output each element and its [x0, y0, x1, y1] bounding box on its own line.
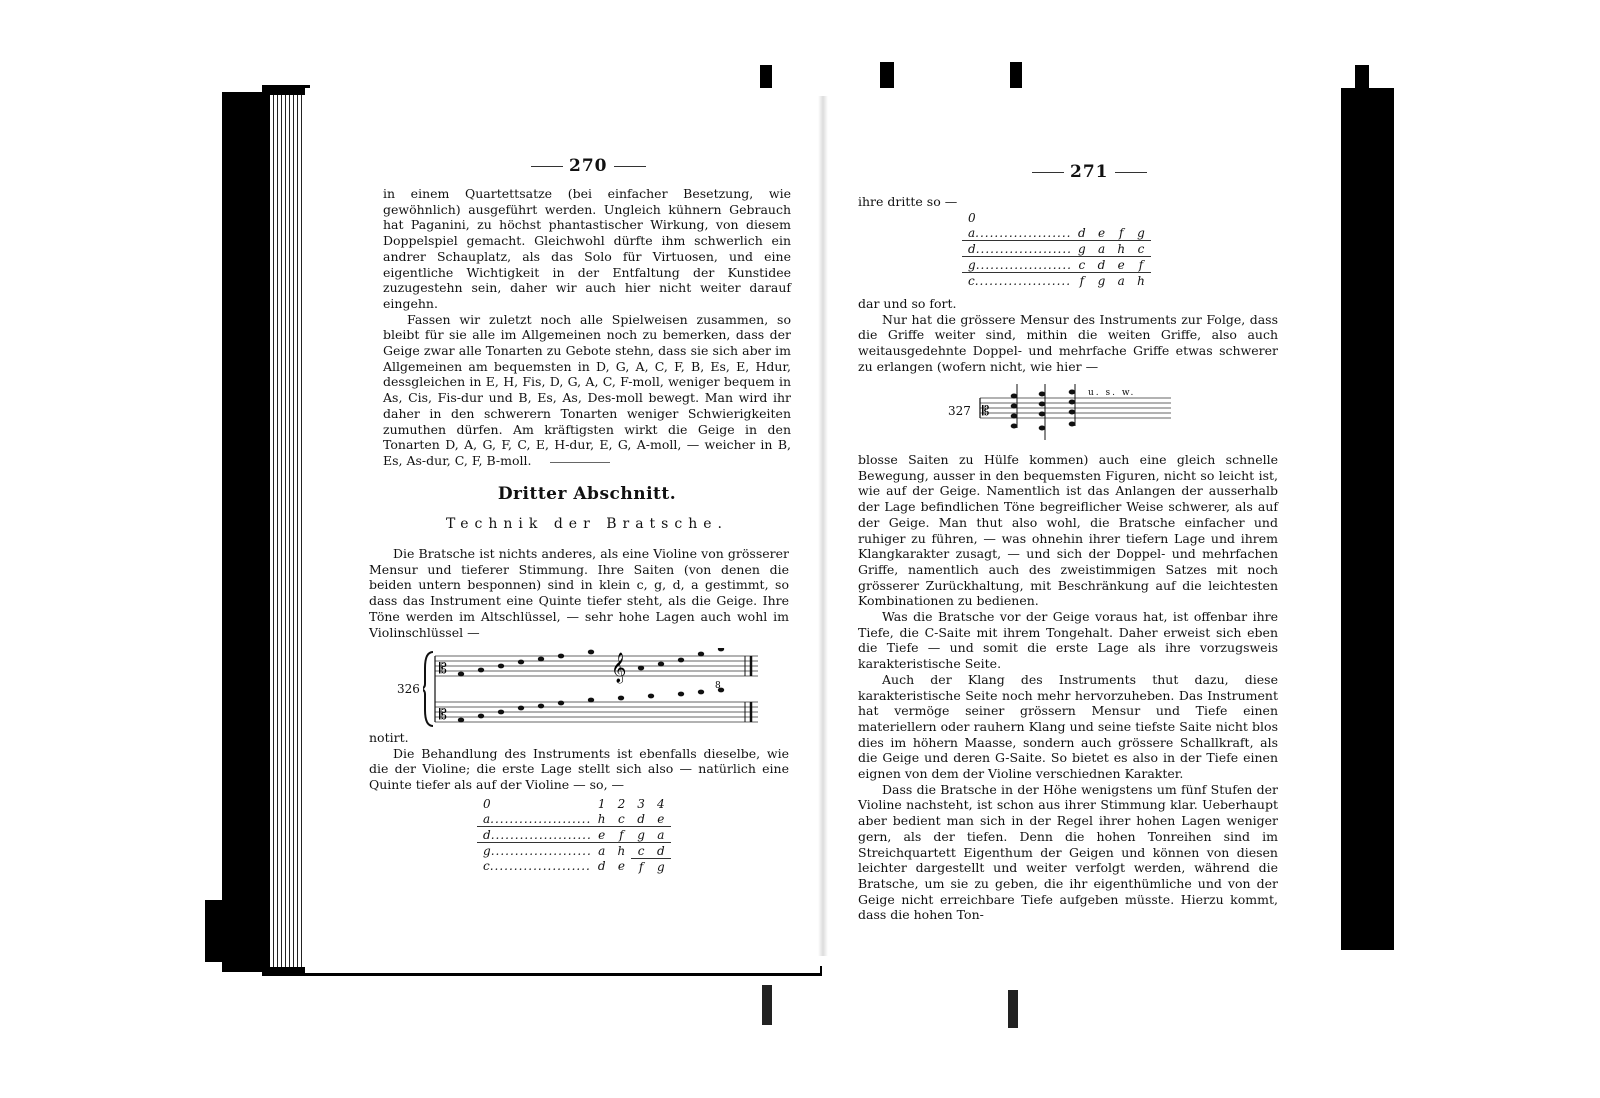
table-row [962, 225, 1151, 241]
table-cell: f [1079, 273, 1085, 288]
table-cell: h [1111, 241, 1131, 257]
table-header-row [962, 210, 1151, 225]
svg-text:𝄡: 𝄡 [439, 707, 447, 723]
table-cell: a [651, 827, 671, 843]
text-block [369, 546, 789, 640]
table-cell: e [651, 811, 671, 827]
paragraph: Fassen wir zuletzt noch alle Spielweisen zusammen, so bleibt für sie alle im Allgemeinen noch zu bemerken, dass der Geige zwar alle Tonarten zu Gebote stehn, dass sie sich aber im Allgemeinen am bequemsten in D, G, A, C, F, B, Es, E, Hdur, dessgleichen in E, H, Fis, D, G, A, C, F-moll, weniger bequem in As, Cis, Fis-dur und B, Es, As, Des-moll bewegt. Man wird ihr daher in den schwerern Tonarten weniger Schwierigkeiten zumuthen dürfen. Am kräftigsten wirkt die Geige in den Tonarten D, A, G, F, C, E, H-dur, E, G, A-moll, — weicher in B, Es, As-dur, C, F, B-moll. [383, 311, 791, 468]
book-spine-top [262, 85, 310, 95]
table-cell: d.................... [962, 241, 1072, 257]
bookmark-tab [762, 985, 772, 1025]
table-cell: c [612, 811, 632, 827]
tuning-table [477, 796, 671, 874]
text-block [383, 186, 791, 469]
table-cell: d [631, 811, 651, 827]
table-cell: g [1097, 273, 1106, 288]
paragraph: blosse Saiten zu Hülfe kommen) auch eine gleich schnelle Bewegung, ausser in den bequemsten Figuren, nicht so leicht ist, wie auf der Geige. Namentlich ist das Anlangen der ausserhalb der Lage befindlichen Töne begreiflicher Weise schwerer, als auf der Geige. Man thut also wohl, die Bratsche einfacher und ruhiger zu führen, — was ohnehin ihrer tiefern Lage und ihrem Klangkarakter zusagt, — und sich der Doppel- und mehrfachen Griffe, namentlich auch des zweistimmigen Satzes mit noch grösserer Zurückhaltung, mit Beschränkung auf die leichtesten Kombinationen zu bedienen. [858, 452, 1278, 609]
table-cell: a [1092, 241, 1112, 257]
table-cell: c.................... [968, 273, 1072, 288]
table-header-cell: 4 [656, 796, 665, 811]
figure-label: u. s. w. [1088, 388, 1136, 398]
table-cell: h [617, 843, 626, 858]
table-row [962, 241, 1151, 257]
page-number: 271 [1026, 162, 1153, 182]
svg-text:𝄡: 𝄡 [982, 404, 990, 419]
figure-number: 327 [948, 404, 971, 418]
table-row [477, 827, 671, 843]
paragraph: Die Behandlung des Instruments ist ebenfalls dieselbe, wie die der Violine; die erste Lage stellt sich also — natürlich eine Quinte tiefer als auf der Violine — so, — [369, 745, 789, 793]
bookmark-tab [1010, 62, 1022, 90]
text-block [369, 730, 789, 793]
svg-text:𝄡: 𝄡 [439, 661, 447, 677]
table-cell: g.................... [962, 257, 1072, 273]
table-cell: g [656, 859, 665, 874]
table-header-cell: 0 [968, 210, 976, 225]
music-example-326 [423, 648, 763, 730]
section-heading: Dritter Abschnitt. [497, 484, 677, 504]
table-cell: f [638, 859, 644, 874]
table-cell: d [1092, 257, 1112, 273]
table-header-cell: 1 [597, 796, 606, 811]
table-row [477, 811, 671, 827]
paragraph: ihre dritte so — [858, 194, 958, 209]
paragraph: Auch der Klang des Instruments thut dazu, diese karakteristische Seite noch mehr hervorzuheben. Das Instrument hat vermöge seiner grössern Mensur und Tiefe einen materiellern oder rauhern Klang und seine tiefste Saite nicht blos dies im höhern Maasse, sondern auch grössere Schallkraft, als die Geige und deren G-Saite. So bietet es also in der Tiefe einen eignen von dem der Violine verschiednen Karakter. [858, 671, 1278, 782]
music-example-327 [976, 384, 1176, 448]
table-row [962, 273, 1151, 289]
table-cell: a..................... [477, 811, 592, 827]
text-block [858, 452, 1278, 923]
section-subheading: Technik der Bratsche. [446, 516, 728, 532]
table-cell: h [1137, 273, 1145, 288]
book-cover-left-edge [205, 900, 235, 962]
table-cell: c [1131, 241, 1151, 257]
bookmark-tab [1355, 65, 1369, 93]
table-cell: f [1131, 257, 1151, 273]
table-cell: a [1117, 273, 1125, 288]
tuning-table [962, 210, 1151, 288]
table-cell: c [1072, 257, 1092, 273]
bookmark-tab [1008, 990, 1018, 1028]
table-cell: g [631, 827, 651, 843]
paragraph: Dass die Bratsche in der Höhe wenigstens um fünf Stufen der Violine nachsteht, ist schon aus ihrer Stimmung klar. Ueberhaupt aber bedient man sich in der Regel ihrer hohen Lagen weniger gern, als der tiefen. Denn die hohen Tonreihen sind im Streichquartett Eigenthum der Geigen und können von diesen leichter dargestellt und weiter verfolgt werden, während die Bratsche, um sie zu geben, die ihr eigenthümliche und von der Geige nicht erreichbare Tiefe aufgeben müsste. Hierzu kommt, dass die hohen Ton- [858, 781, 1278, 923]
table-cell: f [1111, 225, 1131, 241]
paragraph: Nur hat die grössere Mensur des Instruments zur Folge, dass die Griffe weiter sind, mithin die weiten Griffe, also auch weitausgedehnte Doppel- und mehrfache Griffe etwas schwerer zu erlangen (wofern nicht, wie hier — [858, 311, 1278, 374]
table-header-row [477, 796, 671, 811]
table-row [477, 843, 671, 859]
table-cell: e [592, 827, 612, 843]
table-cell: g [1072, 241, 1092, 257]
svg-text:8: 8 [715, 681, 721, 691]
table-header-cell: 0 [483, 796, 491, 811]
table-header-cell: 2 [617, 796, 626, 811]
table-cell: e [1092, 225, 1112, 241]
paragraph: Was die Bratsche vor der Geige voraus hat, ist offenbar ihre Tiefe, die C-Saite mit ihrem Tongehalt. Daher erweist sich eben die Tiefe — und somit die erste Lage als ihre vorzugsweis karakteristische Seite. [858, 609, 1278, 672]
table-cell: h [592, 811, 612, 827]
table-cell: e [617, 859, 625, 874]
book-cover-left [222, 92, 270, 972]
text-block [858, 194, 1278, 210]
right-page [826, 88, 1341, 973]
paragraph: notirt. [369, 730, 409, 745]
table-row [962, 257, 1151, 273]
table-cell: d [651, 843, 671, 859]
paragraph: Die Bratsche ist nichts anderes, als eine Violine von grösserer Mensur und tieferer Stimmung. Ihre Saiten (von denen die beiden untern besponnen) sind in klein c, g, d, a gestimmt, so dass das Instrument eine Quinte tiefer steht, als die Geige. Ihre Töne werden im Altschlüssel, — sehr hohe Lagen auch wohl im Violinschlüssel — [369, 546, 789, 640]
table-cell: a.................... [962, 225, 1072, 241]
svg-text:𝄞: 𝄞 [611, 653, 627, 683]
page-leaves [270, 95, 306, 967]
table-cell: g..................... [483, 843, 592, 858]
paragraph: dar und so fort. [858, 296, 957, 311]
table-cell: d [597, 859, 606, 874]
paragraph: in einem Quartettsatze (bei einfacher Besetzung, wie gewöhnlich) ausgeführt werden. Ungleich kühnern Gebrauch hat Paganini, zu höchst phantastischer Wirkung, von diesem Doppelspiel gemacht. Gleichwohl dürfte ihm schwerlich ein andrer Schauplatz, als das Solo für Virtuosen, und eine eigentliche Wichtigkeit in der Entfaltung der Kunstidee zuzugestehn sein, daher wir auch hier nicht weiter darauf eingehn. [383, 186, 791, 311]
table-cell: a [598, 843, 606, 858]
table-cell: d..................... [477, 827, 592, 843]
gutter [818, 96, 828, 956]
page-number: 270 [525, 156, 652, 176]
table-row [477, 859, 671, 875]
table-cell: c..................... [483, 859, 591, 874]
table-cell: e [1111, 257, 1131, 273]
figure-number: 326 [397, 682, 420, 696]
table-cell: c [631, 843, 651, 859]
text-block [858, 296, 1278, 375]
table-header-cell: 3 [637, 796, 645, 811]
table-cell: g [1131, 225, 1151, 241]
book-cover-right [1338, 88, 1394, 950]
table-cell: f [612, 827, 632, 843]
left-page [305, 88, 820, 973]
section-divider [550, 462, 610, 463]
table-cell: d [1072, 225, 1092, 241]
